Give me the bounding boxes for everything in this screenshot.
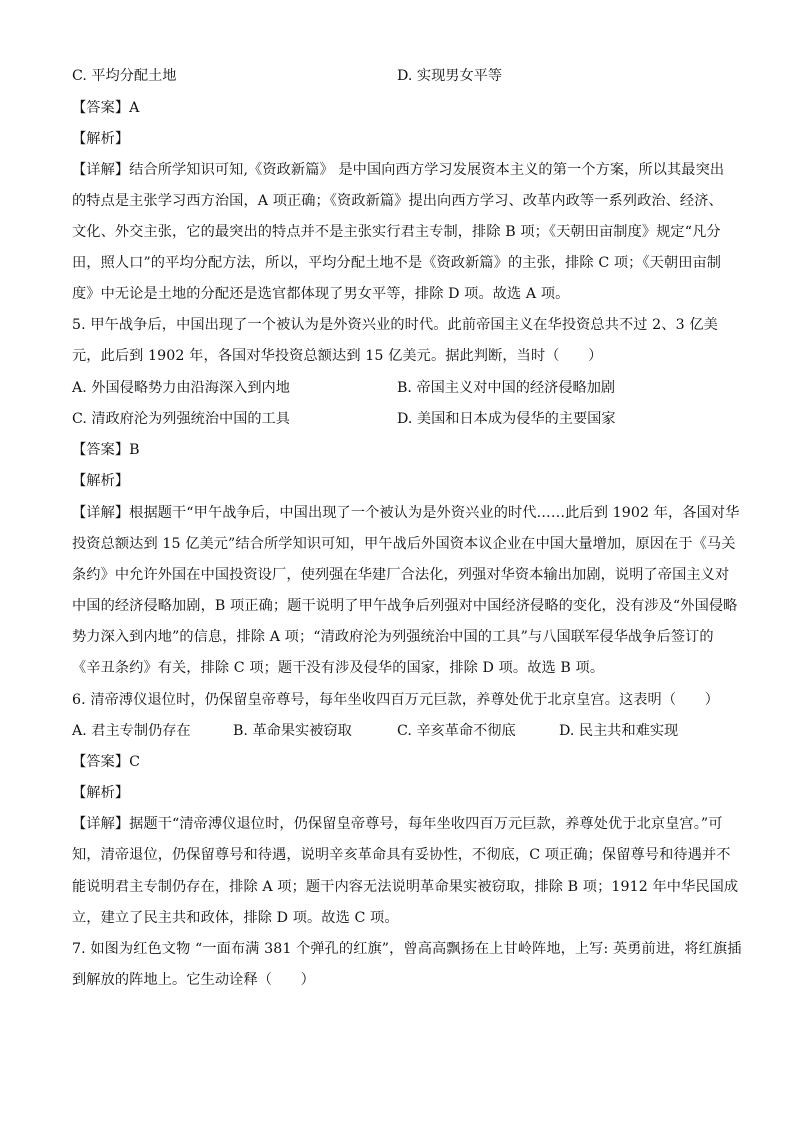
q6-option-d: D. 民主共和难实现	[559, 723, 679, 739]
q5-analysis-label: 【解析】	[72, 473, 130, 489]
q6-option-b: B. 革命果实被窃取	[233, 723, 352, 739]
q6-stem: 6. 清帝溥仪退位时，仍保留皇帝尊号，每年坐收四百万元巨款，养尊处优于北京皇宫。这表明（ ）	[72, 692, 719, 708]
q5-detail-line: 条约》中允许外国在中国投资设厂，使列强在华建厂合法化，列强对华资本输出加剧，说明了帝国主义对	[72, 567, 730, 583]
q6-detail-line: 能说明君主专制仍存在，排除 A 项；题干内容无法说明革命果实被窃取，排除 B 项；1912 年中华民国成	[72, 879, 739, 895]
q6-detail-line: 立，建立了民主共和政体，排除 D 项。故选 C 项。	[72, 910, 399, 926]
q4-detail-line: 【详解】结合所学知识可知,《资政新篇》 是中国向西方学习发展资本主义的第一个方案，所以其最突出	[72, 162, 725, 178]
q5-option-c: C. 清政府沦为列强统治中国的工具	[72, 411, 290, 427]
q4-detail-line: 田，照人口”的平均分配方法，所以，平均分配土地不是《资政新篇》的主张，排除 C 项；《天朝田亩制	[72, 255, 722, 271]
q6-analysis-label: 【解析】	[72, 785, 130, 801]
q5-option-a: A. 外国侵略势力由沿海深入到内地	[72, 380, 290, 396]
q4-analysis-label: 【解析】	[72, 131, 130, 147]
q5-option-b: B. 帝国主义对中国的经济侵略加剧	[397, 380, 616, 396]
q7-stem-line: 到解放的阵地上。它生动诠释（ ）	[72, 972, 315, 988]
q6-option-c: C. 辛亥革命不彻底	[397, 723, 516, 739]
q6-detail-line: 【详解】据题干“清帝溥仪退位时，仍保留皇帝尊号，每年坐收四百万元巨款，养尊处优于北京皇宫。”可	[72, 816, 723, 832]
q6-detail-line: 知，清帝退位，仍保留尊号和待遇，说明辛亥革命具有妥协性，不彻底，C 项正确；保留尊号和待遇并不	[72, 847, 731, 863]
q5-option-d: D. 美国和日本成为侵华的主要国家	[397, 411, 616, 427]
q7-stem-line: 7. 如图为红色文物 “一面布满 381 个弹孔的红旗”，曾高高飘扬在上甘岭阵地，上写: 英勇前进，将红旗插	[72, 941, 742, 957]
q5-detail-line: 中国的经济侵略加剧，B 项正确；题干说明了甲午战争后列强对中国经济侵略的变化，没有涉及“外国侵略	[72, 598, 738, 614]
q6-option-a: A. 君主专制仍存在	[72, 723, 191, 739]
q6-answer: 【答案】C	[72, 754, 141, 770]
q4-detail-line: 的特点是主张学习西方治国，A 项正确；《资政新篇》提出向西方学习、改革内政等一系列政治、经济、	[72, 193, 723, 209]
q5-stem-line: 5. 甲午战争后，中国出现了一个被认为是外资兴业的时代。此前帝国主义在华投资总共不过 2、3 亿美	[72, 317, 718, 333]
q5-detail-line: 【详解】根据题干“甲午战争后，中国出现了一个被认为是外资兴业的时代……此后到 1902 年，各国对华	[72, 505, 740, 521]
q5-answer: 【答案】B	[72, 442, 140, 458]
q4-answer: 【答案】A	[72, 100, 140, 116]
q5-detail-line: 《辛丑条约》有关，排除 C 项；题干没有涉及侵华的国家，排除 D 项。故选 B 项。	[72, 660, 605, 676]
q4-option-d: D. 实现男女平等	[397, 68, 503, 84]
q5-detail-line: 投资总额达到 15 亿美元”结合所学知识可知，甲午战后外国资本议企业在中国大量增加，原因在于《马关	[72, 536, 736, 552]
q5-stem-line: 元，此后到 1902 年，各国对华投资总额达到 15 亿美元。据此判断，当时（ ）	[72, 348, 603, 364]
q4-detail-line: 度》中无论是土地的分配还是选官都体现了男女平等，排除 D 项。故选 A 项。	[72, 286, 570, 302]
q4-detail-line: 文化、外交主张，它的最突出的特点并不是主张实行君主专制，排除 B 项；《天朝田亩制度》规定“凡分	[72, 224, 721, 240]
q4-option-c: C. 平均分配土地	[72, 68, 177, 84]
q5-detail-line: 势力深入到内地”的信息，排除 A 项；“清政府沦为列强统治中国的工具”与八国联军侵华战争后签订的	[72, 629, 714, 645]
